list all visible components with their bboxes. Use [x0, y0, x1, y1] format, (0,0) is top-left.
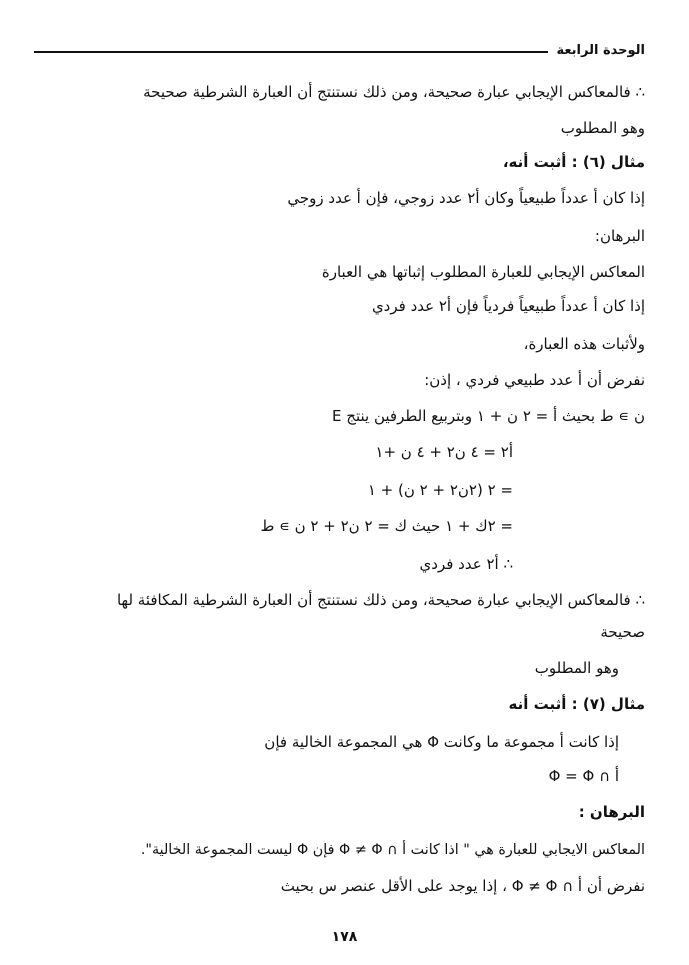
to-prove-line: ولأثبات هذه العبارة،: [523, 335, 645, 353]
equation-conclusion: ∴ أ٢ عدد فردي: [419, 555, 513, 573]
example-6-heading: مثال (٦) : أثبت أنه،: [502, 153, 645, 171]
header-rule: [34, 51, 548, 53]
example-6-statement: إذا كان أ عدداً طبيعياً وكان أ٢ عدد زوجي، فإن أ عدد زوجي: [287, 189, 645, 207]
contrapositive-line-2: المعاكس الايجابي للعبارة هي " اذا كانت أ ∩ Φ ≠ Φ فإن Φ ليست المجموعة الخالية".: [140, 842, 645, 858]
example-7-heading: مثال (٧) : أثبت أنه: [508, 695, 645, 713]
example-7-equation: أ ∩ Φ = Φ: [548, 767, 619, 785]
equation-step-2: = ٢ (٢ن٢ + ٢ ن) + ١: [367, 481, 513, 499]
conclusion-line-1: ∴ فالمعاكس الإيجابي عبارة صحيحة، ومن ذلك نستنتج أن العبارة الشرطية صحيحة: [143, 83, 645, 101]
conclusion-line-2-cont: صحيحة: [600, 623, 645, 641]
contrapositive-line: المعاكس الإيجابي للعبارة المطلوب إثباتها هي العبارة: [321, 263, 645, 281]
page-number: ١٧٨: [331, 929, 358, 945]
conclusion-line-2: ∴ فالمعاكس الإيجابي عبارة صحيحة، ومن ذلك نستنتج أن العبارة الشرطية المكافئة لها: [116, 591, 645, 609]
chapter-title: الوحدة الرابعة: [556, 43, 645, 58]
existence-line: E ن ∍ ط بحيث أ = ٢ ن + ١ وبتربيع الطرفين ينتج: [332, 407, 645, 425]
contrapositive-statement: إذا كان أ عدداً طبيعياً فردياً فإن أ٢ عدد فردي: [371, 297, 645, 315]
assumption-line: نفرض أن أ عدد طبيعي فردي ، إذن:: [424, 371, 645, 389]
equation-step-3: = ٢ك + ١ حيث ك = ٢ ن٢ + ٢ ن ∍ ط: [260, 517, 513, 535]
equation-step-1: أ٢ = ٤ ن٢ + ٤ ن +١: [375, 443, 513, 461]
qed-line-1: وهو المطلوب: [560, 119, 645, 137]
example-7-statement: إذا كانت أ مجموعة ما وكانت Φ هي المجموعة الخالية فإن: [264, 733, 619, 751]
proof-heading-2: البرهان :: [578, 803, 645, 821]
proof-heading-1: البرهان:: [594, 227, 645, 245]
assumption-line-2: نفرض أن أ ∩ Φ ≠ Φ ، إذا يوجد على الأقل عنصر س بحيث: [280, 877, 645, 895]
qed-line-2: وهو المطلوب: [534, 659, 619, 677]
page-header: [34, 34, 645, 58]
